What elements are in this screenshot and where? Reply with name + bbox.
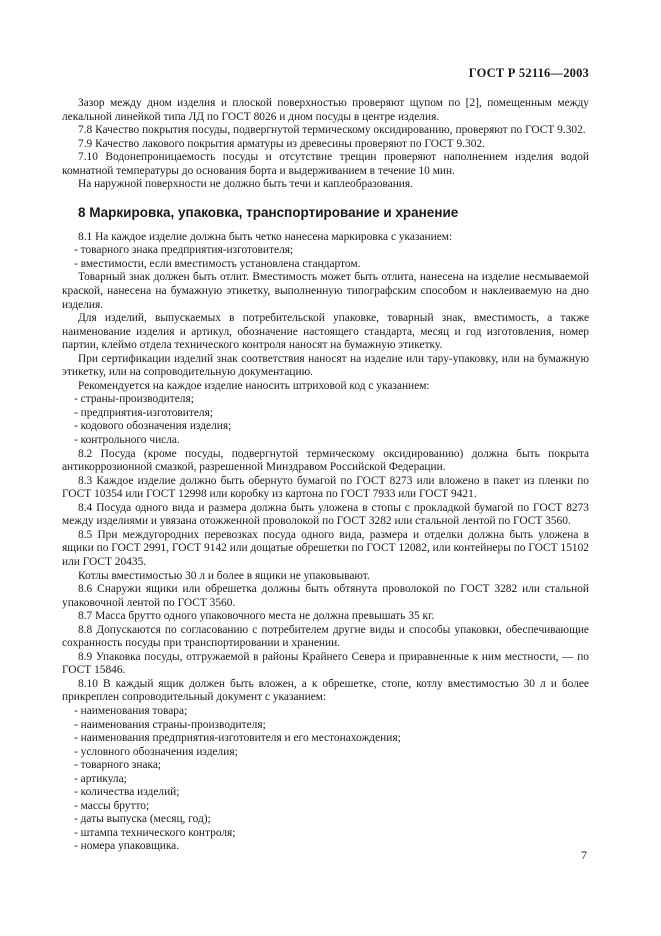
paragraph: Товарный знак должен быть отлит. Вместимость может быть отлита, нанесена на изделие несмываемой краской, нанесена на бумажную этикетку, выполненную типографским способом и наклеиваемую на дно изделия. — [62, 271, 589, 311]
list-item: - массы брутто; — [74, 799, 150, 812]
paragraph: 8.1 На каждое изделие должна быть четко нанесена маркировка с указанием: — [78, 230, 453, 243]
paragraph: На наружной поверхности не должно быть течи и каплеобразования. — [78, 178, 413, 191]
page-body — [62, 97, 589, 854]
paragraph: 8.6 Снаружи ящики или обрешетка должны быть обтянута проволокой по ГОСТ 3282 или стальной упаковочной лентой по ГОСТ 3560. — [62, 583, 589, 609]
list-item: - товарного знака; — [74, 759, 162, 772]
list-item: - наименования страны-производителя; — [74, 718, 266, 731]
list-item: - контрольного числа. — [74, 434, 180, 447]
paragraph: 8.3 Каждое изделие должно быть обернуто бумагой по ГОСТ 8273 или вложено в пакет из пленки по ГОСТ 10354 или ГОСТ 12998 или коробку из картона по ГОСТ 7933 или ГОСТ 9421. — [62, 474, 589, 501]
paragraph: 7.8 Качество покрытия посуды, подвергнутой термическому оксидированию, проверяют по ГОСТ 9.302. — [78, 124, 586, 137]
paragraph: 8.7 Масса брутто одного упаковочного места не должна превышать 35 кг. — [78, 610, 435, 623]
page-number: 7 — [581, 848, 587, 862]
paragraph: Для изделий, выпускаемых в потребительской упаковке, товарный знак, вместимость, а также наименование изделия и артикул, обозначение настоящего стандарта, месяц и год изготовления, номер партии, клеймо отдела технического контроля наносят на бумажную этикетку. — [62, 312, 589, 352]
list-item: - кодового обозначения изделия; — [74, 420, 232, 433]
paragraph: 7.9 Качество лакового покрытия арматуры из древесины проверяют по ГОСТ 9.302. — [78, 137, 485, 150]
document-header: ГОСТ Р 52116—2003 — [468, 66, 589, 80]
section-heading: 8 Маркировка, упаковка, транспортирование и хранение — [78, 204, 459, 220]
paragraph: 8.5 При междугородних перевозках посуда одного вида, размера и отделки должна быть уложена в ящики по ГОСТ 2991, ГОСТ 9142 или дощатые обрешетки по ГОСТ 12082, или контейнеры по ГОСТ 15102 или ГОСТ 20435. — [62, 528, 589, 568]
paragraph: При сертификации изделий знак соответствия наносят на изделие или тару-упаковку, или на бумажную этикетку, или на сопроводительную документацию. — [62, 352, 589, 379]
paragraph: 8.2 Посуда (кроме посуды, подвергнутой термическому оксидированию) должна быть покрыта антикоррозионной смазкой, разрешенной Минздравом Российской Федерации. — [62, 447, 589, 474]
paragraph: 8.8 Допускаются по согласованию с потребителем другие виды и способы упаковки, обеспечивающие сохранность посуды при транспортировании и хранении. — [62, 623, 589, 650]
list-item: - количества изделий; — [74, 786, 180, 799]
list-item: - даты выпуска (месяц, год); — [74, 813, 211, 826]
paragraph: 8.9 Упаковка посуды, отгружаемой в районы Крайнего Севера и приравненные к ним местности, — по ГОСТ 15846. — [62, 650, 589, 677]
list-item: - наименования предприятия-изготовителя и его местонахождения; — [74, 732, 401, 745]
list-item: - штампа технического контроля; — [74, 826, 236, 839]
paragraph: 7.10 Водонепроницаемость посуды и отсутствие трещин проверяют наполнением изделия водой комнатной температуры до основания борта и выдерживанием в течение 10 мин. — [62, 151, 589, 177]
list-item: - условного обозначения изделия; — [74, 745, 238, 758]
paragraph: 8.10 В каждый ящик должен быть вложен, а к обрешетке, стопе, котлу вместимостью 30 л и более прикреплен сопроводительный документ с указанием: — [62, 677, 589, 704]
paragraph: Котлы вместимостью 30 л и более в ящики не упаковывают. — [78, 569, 370, 582]
list-item: - предприятия-изготовителя; — [74, 406, 214, 419]
list-item: - артикула; — [74, 772, 127, 785]
list-item: - товарного знака предприятия-изготовителя; — [74, 244, 294, 257]
list-item: - наименования товара; — [74, 704, 188, 717]
paragraph: Зазор между дном изделия и плоской поверхностью проверяют щупом по [2], помещенным между лекальной линейкой типа ЛД по ГОСТ 8026 и дном посуды в центре изделия. — [62, 97, 589, 123]
paragraph: Рекомендуется на каждое изделие наносить штриховой код с указанием: — [78, 379, 430, 392]
paragraph: 8.4 Посуда одного вида и размера должна быть уложена в стопы с прокладкой бумагой по ГОСТ 8273 между изделиями и увязана отожженной проволокой по ГОСТ 3282 или стальной лентой по ГОСТ 3560. — [62, 501, 589, 528]
list-item: - вместимости, если вместимость установлена стандартом. — [74, 257, 361, 270]
list-item: - страны-производителя; — [74, 393, 194, 406]
list-item: - номера упаковщика. — [74, 840, 180, 853]
